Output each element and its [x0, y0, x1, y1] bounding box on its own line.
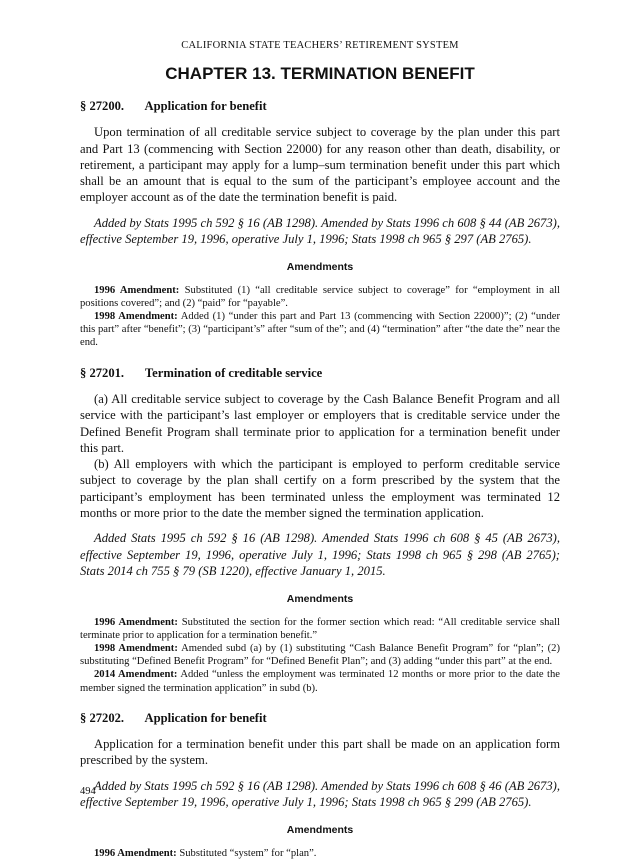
amendment-text: Substituted “system” for “plan”. [179, 847, 317, 859]
amendment-text: Substituted (1) “all creditable service subject to coverage” for “employment in all positions covered”; and (2) “paid” for “payable”. [80, 284, 560, 309]
amendment-label: 1998 Amendment: [94, 642, 178, 654]
page-content [80, 98, 560, 860]
amendment-label: 1996 Amendment: [94, 616, 178, 628]
amendment-label: 1998 Amendment: [94, 311, 178, 323]
chapter-title: CHAPTER 13. TERMINATION BENEFIT [165, 64, 475, 83]
section-paragraph: Upon termination of all creditable service subject to coverage by the plan under this part and Part 13 (commencing with Section 22000) for any reason other than death, disability, or retirement, a participant may apply for a lump–sum termination benefit under this part which shall be an amount that is equal to the sum of the participant’s employee account and the employer account as of the date the termination benefit is paid. [80, 125, 560, 205]
history-note: Added by Stats 1995 ch 592 § 16 (AB 1298). Amended by Stats 1996 ch 608 § 46 (AB 2673), effective September 19, 1996, operative July 1, 1996; Stats 1998 ch 965 § 299 (AB 2765). [80, 778, 560, 809]
amendment-note [80, 642, 560, 668]
section-27201 [80, 365, 560, 695]
section-title: Termination of creditable service [144, 365, 323, 380]
section-paragraph: (b) All employers with which the participant is employed to perform creditable service subject to coverage by the plan shall certify on a form prescribed by the system that the participant’s employment has been terminated unless the employment was terminated 12 months or more prior to the date the member signed the termination application. [80, 457, 560, 521]
section-27200 [80, 98, 560, 350]
section-heading [80, 365, 560, 381]
section-27202 [80, 710, 560, 860]
section-number: § 27201. [80, 365, 125, 380]
section-number: § 27200. [80, 99, 125, 113]
amendment-note [80, 284, 560, 310]
amendment-label: 1996 Amendment: [94, 847, 177, 859]
section-heading [80, 98, 560, 114]
amendment-text: Added “unless the employment was terminated 12 months or more prior to the date the member signed the termination application” in subd (b). [80, 669, 560, 694]
section-title: Application for benefit [144, 99, 267, 113]
section-paragraph: (a) All creditable service subject to coverage by the Cash Balance Benefit Program and all service with the participant’s last employer or employers that is creditable service under the Defined Benefit Program shall terminate prior to application for a termination benefit under this part. [80, 391, 560, 455]
section-title: Application for benefit [144, 710, 267, 725]
section-paragraph: Application for a termination benefit under this part shall be made on an application form prescribed by the system. [80, 737, 560, 768]
section-number: § 27202. [80, 710, 125, 725]
amendment-text: Added (1) “under this part and Part 13 (commencing with Section 22000)”; (2) “under this part” after “benefit”; (3) “participant’s” after “sum of the”; and (4) “termination” after “the date the” near the end. [80, 311, 561, 349]
section-heading [80, 710, 560, 726]
running-head: CALIFORNIA STATE TEACHERS’ RETIREMENT SYSTEM [181, 40, 459, 51]
history-note: Added Stats 1995 ch 592 § 16 (AB 1298). Amended Stats 1996 ch 608 § 45 (AB 2673), effective September 19, 1996, operative July 1, 1996; Stats 1998 ch 965 § 298 (AB 2765); Stats 2014 ch 755 § 79 (SB 1220), effective January 1, 2015. [80, 531, 560, 578]
amendment-label: 1996 Amendment: [94, 284, 180, 296]
amendment-label: 2014 Amendment: [94, 669, 178, 681]
amendment-text: Substituted the section for the former section which read: “All creditable service shall terminate prior to application for a termination benefit.” [80, 616, 560, 641]
amendments-heading: Amendments [286, 824, 354, 837]
amendment-note [80, 616, 560, 642]
amendments-heading: Amendments [286, 261, 354, 274]
amendment-note [80, 310, 560, 350]
amendment-note [80, 668, 560, 694]
amendment-note [80, 847, 560, 860]
history-note: Added by Stats 1995 ch 592 § 16 (AB 1298). Amended by Stats 1996 ch 608 § 44 (AB 2673), effective September 19, 1996, operative July 1, 1996; Stats 1998 ch 965 § 297 (AB 2765). [80, 215, 560, 247]
page-number: 494 [80, 786, 96, 797]
amendments-heading: Amendments [286, 593, 354, 606]
amendment-text: Amended subd (a) by (1) substituting “Cash Balance Benefit Program” for “plan”; (2) substituting “Defined Benefit Program” for “Defined Benefit Plan”; and (3) adding “under this part” at the end. [80, 642, 561, 668]
